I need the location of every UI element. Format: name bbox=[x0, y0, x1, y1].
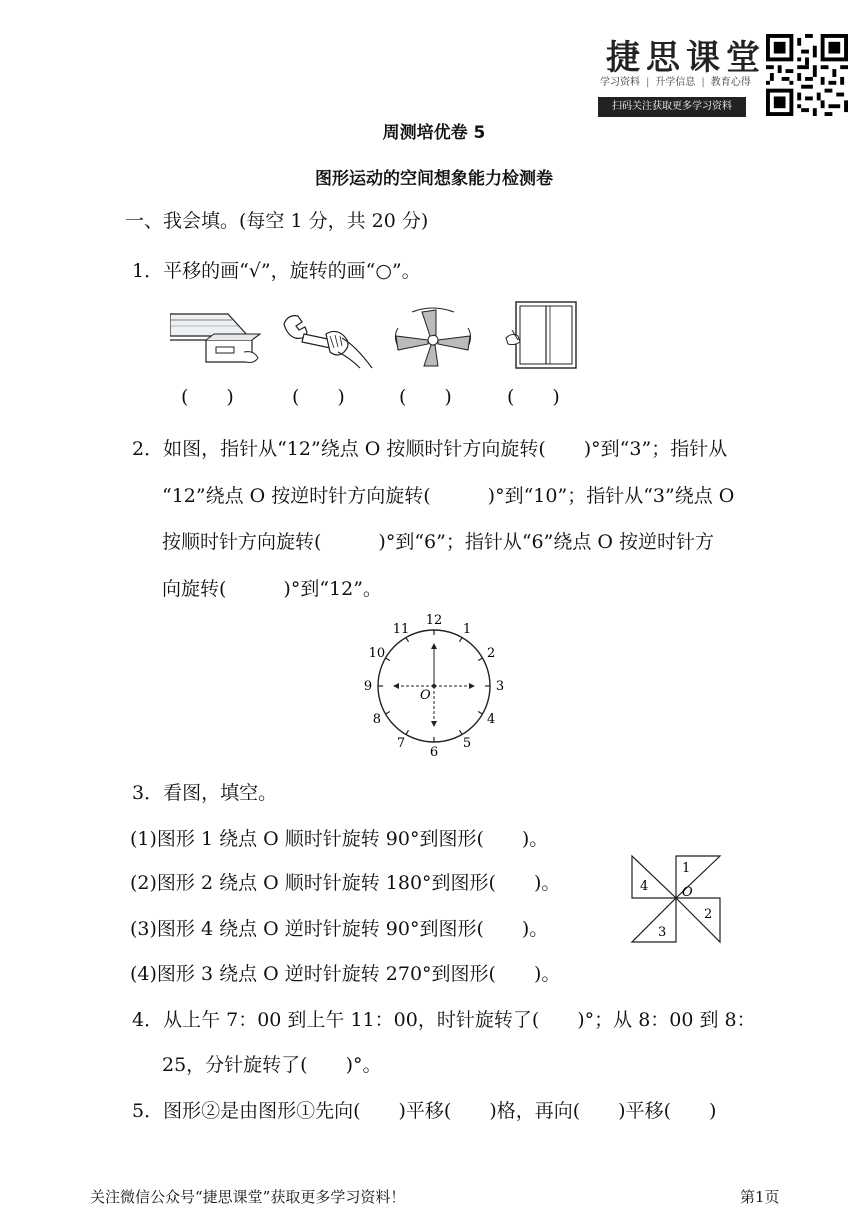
page-subtitle: 图形运动的空间想象能力检测卷 bbox=[315, 169, 553, 189]
question-5-line-1: 5．图形②是由图形①先向( )平移( )格，再向( )平移( ) bbox=[132, 1100, 717, 1122]
clock-number: 6 bbox=[429, 745, 439, 760]
question-3-item-2: (2)图形 2 绕点 O 顺时针旋转 180°到图形( )。 bbox=[130, 872, 561, 894]
brand-tag: 升学信息 bbox=[655, 77, 696, 88]
clock-number: 12 bbox=[425, 613, 443, 628]
clock-diagram bbox=[360, 612, 508, 760]
brand-tags: 学习资料 | 升学信息 | 教育心得 bbox=[600, 77, 751, 88]
clock-number: 4 bbox=[487, 712, 496, 727]
brand-tag: 学习资料 bbox=[600, 77, 640, 88]
drawer-icon bbox=[170, 306, 270, 370]
figure-3-shape bbox=[632, 898, 676, 942]
brand-tag: 教育心得 bbox=[710, 77, 751, 88]
question-3-stem: 3．看图，填空。 bbox=[132, 782, 278, 804]
page-number: 第1页 bbox=[740, 1188, 780, 1206]
question-2-line-1: 2．如图，指针从“12”绕点 O 按顺时针方向旋转( )°到“3”；指针从 bbox=[132, 438, 728, 460]
figure-2-label: 2 bbox=[704, 907, 713, 922]
clock-number: 8 bbox=[372, 712, 381, 727]
clock-number: 7 bbox=[396, 736, 406, 752]
footer-note: 关注微信公众号“捷思课堂”获取更多学习资料！ bbox=[90, 1188, 406, 1206]
pinwheel-diagram bbox=[630, 854, 724, 946]
clock-center-label: O bbox=[420, 688, 431, 703]
page-title: 周测培优卷 5 bbox=[382, 123, 486, 143]
q1-blank-4[interactable]: ( ) bbox=[507, 386, 560, 408]
question-3-item-1: (1)图形 1 绕点 O 顺时针旋转 90°到图形( )。 bbox=[130, 828, 549, 850]
figure-4-label: 4 bbox=[640, 879, 649, 894]
clock-number: 10 bbox=[368, 646, 386, 661]
clock-number: 5 bbox=[462, 736, 472, 752]
clock-number: 3 bbox=[495, 679, 505, 694]
clock-number: 11 bbox=[392, 621, 410, 637]
clock-number: 1 bbox=[462, 621, 472, 637]
clock-number: 2 bbox=[487, 646, 496, 661]
brand-title: 捷思课堂 bbox=[606, 38, 766, 78]
question-4-line-1: 4．从上午 7：00 到上午 11：00，时针旋转了( )°；从 8：00 到 8： bbox=[132, 1009, 756, 1031]
figure-2-shape bbox=[676, 898, 720, 942]
question-3-item-4: (4)图形 3 绕点 O 逆时针旋转 270°到图形( )。 bbox=[130, 963, 561, 985]
brand-bar: 扫码关注获取更多学习资料 bbox=[598, 97, 746, 117]
wrench-icon bbox=[282, 312, 376, 370]
section-heading: 一、我会填。(每空 1 分，共 20 分) bbox=[125, 210, 429, 232]
clock-number: 9 bbox=[363, 679, 373, 694]
q1-blank-2[interactable]: ( ) bbox=[292, 386, 345, 408]
qr-code-icon bbox=[766, 34, 848, 116]
figure-4-shape bbox=[632, 856, 676, 898]
q1-blank-1[interactable]: ( ) bbox=[181, 386, 234, 408]
question-3-item-3: (3)图形 4 绕点 O 逆时针旋转 90°到图形( )。 bbox=[130, 918, 549, 940]
figure-1-label: 1 bbox=[682, 861, 691, 876]
figure-3-label: 3 bbox=[658, 925, 667, 940]
question-2-line-3: 按顺时针方向旋转( )°到“6”；指针从“6”绕点 O 按逆时针方 bbox=[162, 531, 715, 553]
pinwheel-center-label: O bbox=[682, 885, 693, 900]
question-4-line-2: 25，分针旋转了( )°。 bbox=[162, 1054, 382, 1076]
question-1-stem: 1．平移的画“√”，旋转的画“○”。 bbox=[132, 260, 421, 282]
question-2-line-2: “12”绕点 O 按逆时针方向旋转( )°到“10”；指针从“3”绕点 O bbox=[162, 485, 735, 507]
window-icon bbox=[504, 300, 578, 370]
question-2-line-4: 向旋转( )°到“12”。 bbox=[162, 578, 382, 600]
q1-blank-3[interactable]: ( ) bbox=[399, 386, 452, 408]
fan-icon bbox=[392, 306, 474, 370]
